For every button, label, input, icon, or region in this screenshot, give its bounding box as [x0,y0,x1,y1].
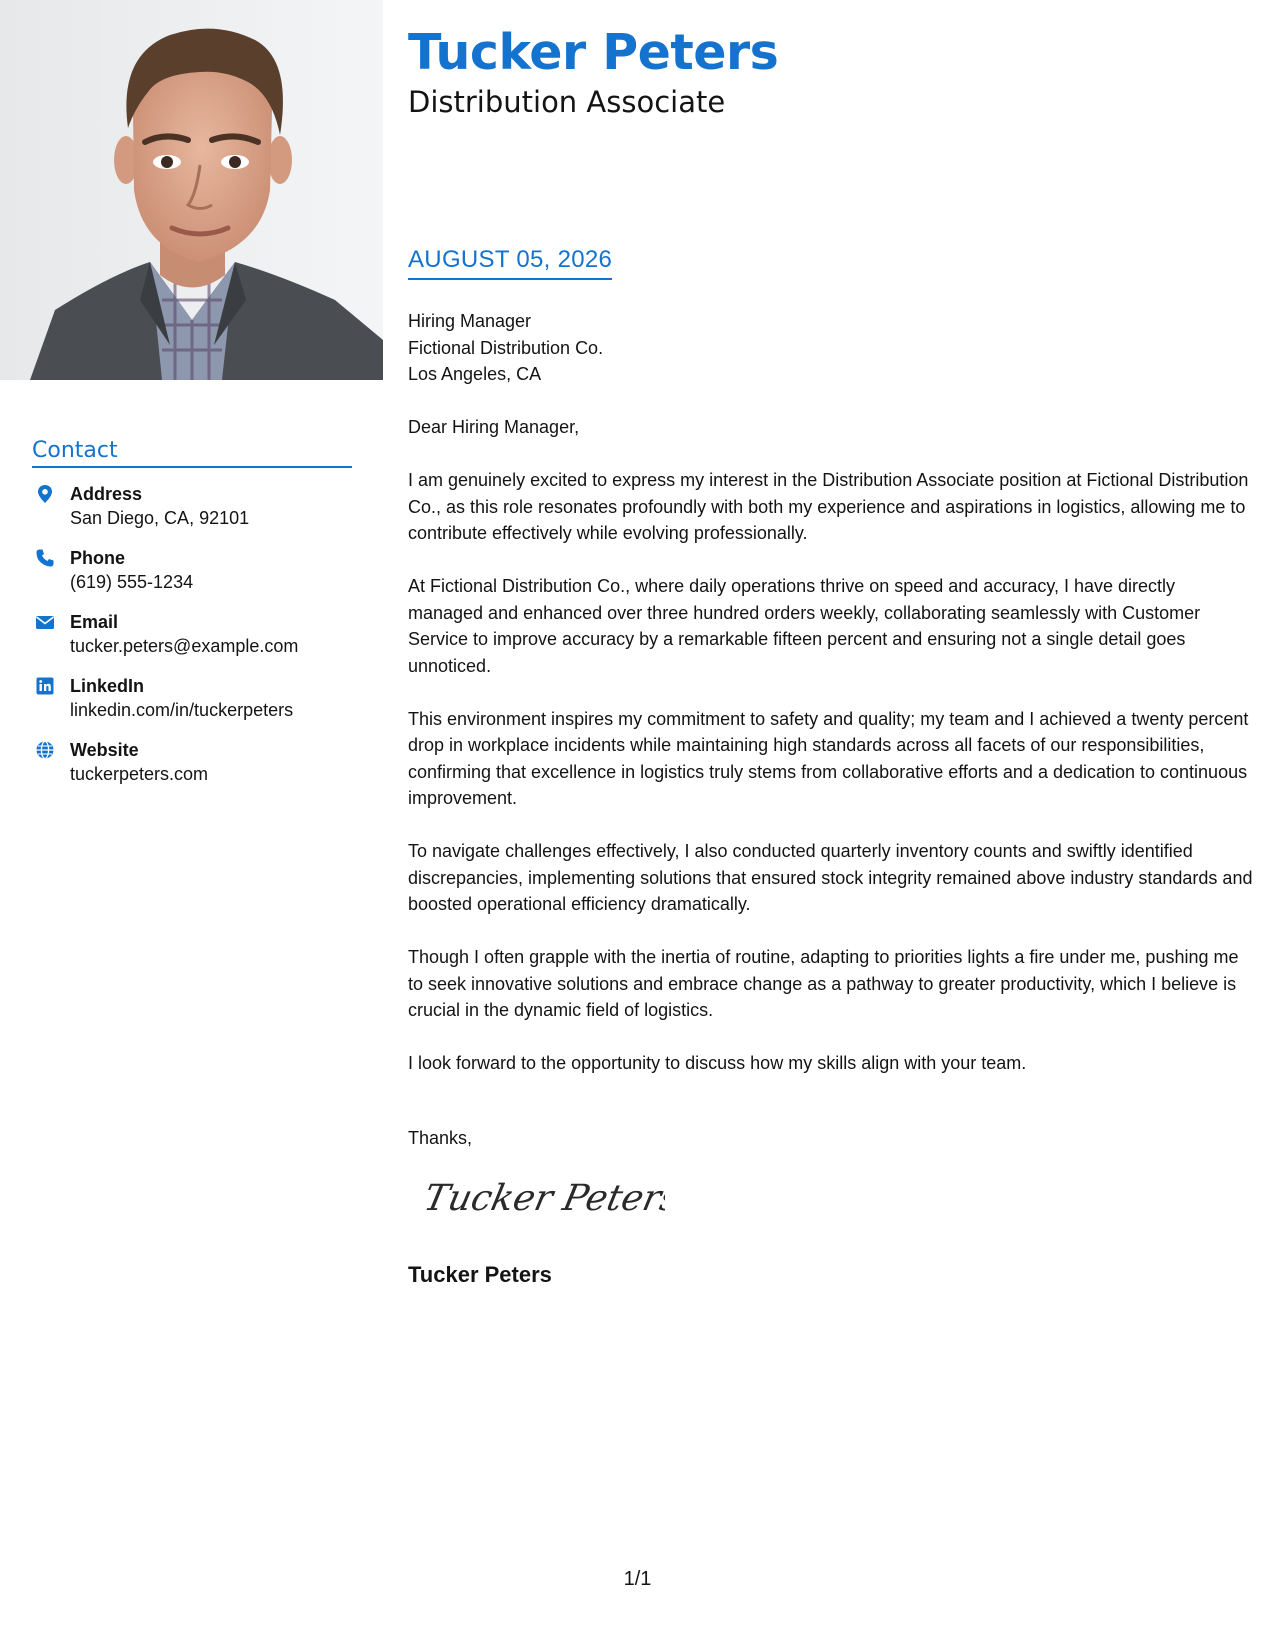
letter-date: AUGUST 05, 2026 [408,246,612,280]
location-pin-icon [35,484,55,504]
portrait-illustration [0,0,383,380]
job-title: Distribution Associate [408,85,726,119]
letter-paragraph: Though I often grapple with the inertia of routine, adapting to priorities lights a fire under me, pushing me to seek innovative solutions and embrace change as a pathway to greater productivity, which I believe is crucial in the dynamic field of logistics. [408,947,1239,1020]
contact-phone [32,546,352,594]
profile-photo [0,0,383,380]
salutation: Dear Hiring Manager, [408,417,580,437]
contact-website-value: tuckerpeters.com [70,764,209,784]
header [408,22,1253,120]
phone-icon [35,548,55,568]
contact-phone-label: Phone [70,548,126,568]
letter-date-wrap [408,246,612,280]
signature-image [425,1168,665,1233]
contact-section [32,438,352,802]
contact-email-value: tucker.peters@example.com [70,636,299,656]
contact-website-label: Website [70,740,139,760]
closing: Thanks, [408,1128,473,1148]
contact-address-label: Address [70,484,143,504]
letter-paragraph: I look forward to the opportunity to discuss how my skills align with your team. [408,1053,1027,1073]
recipient-line: Fictional Distribution Co. [408,337,604,358]
contact-phone-value: (619) 555-1234 [70,572,194,592]
signature-drawing [425,1168,665,1228]
contact-linkedin-label: LinkedIn [70,676,145,696]
recipient-line: Hiring Manager [408,311,532,331]
linkedin-icon [35,676,55,696]
page-number: 1/1 [623,1568,652,1590]
letter-body [408,308,1253,1103]
recipient-block [408,308,1253,388]
letter-paragraph: This environment inspires my commitment to safety and quality; my team and I achieved a twenty percent drop in workplace incidents while maintaining high standards across all facets of our responsibilities, confirming that excellence in logistics truly stems from collaborative efforts and a dedication to continuous improvement. [408,708,1249,808]
contact-website [32,738,352,786]
contact-linkedin [32,674,352,722]
contact-email [32,610,352,658]
letter-paragraph: To navigate challenges effectively, I also conducted quarterly inventory counts and swiftly identified discrepancies, implementing solutions that ensured stock integrity remained above industry standards and boosted operational efficiency dramatically. [408,841,1253,914]
letter-paragraph: At Fictional Distribution Co., where daily operations thrive on speed and accuracy, I have directly managed and enhanced over three hundred orders weekly, collaborating seamlessly with Customer Service to improve accuracy by a remarkable fifteen percent and ensuring not a single detail goes unnoticed. [408,576,1201,676]
contact-address-value: San Diego, CA, 92101 [70,508,250,528]
contact-address [32,482,352,530]
contact-linkedin-value: linkedin.com/in/tuckerpeters [70,700,294,720]
signature-text: Tucker Peters [425,1176,665,1219]
globe-icon [35,740,55,760]
envelope-icon [35,612,55,632]
contact-heading: Contact [32,438,352,468]
applicant-name: Tucker Peters [408,24,779,81]
letter-paragraph: I am genuinely excited to express my interest in the Distribution Associate position at Fictional Distribution Co., as this role resonates profoundly with both my experience and aspirations in logistics, allowing me to contribute effectively while evolving professionally. [408,470,1249,543]
printed-name: Tucker Peters [408,1262,552,1287]
contact-email-label: Email [70,612,119,632]
recipient-line: Los Angeles, CA [408,364,542,384]
